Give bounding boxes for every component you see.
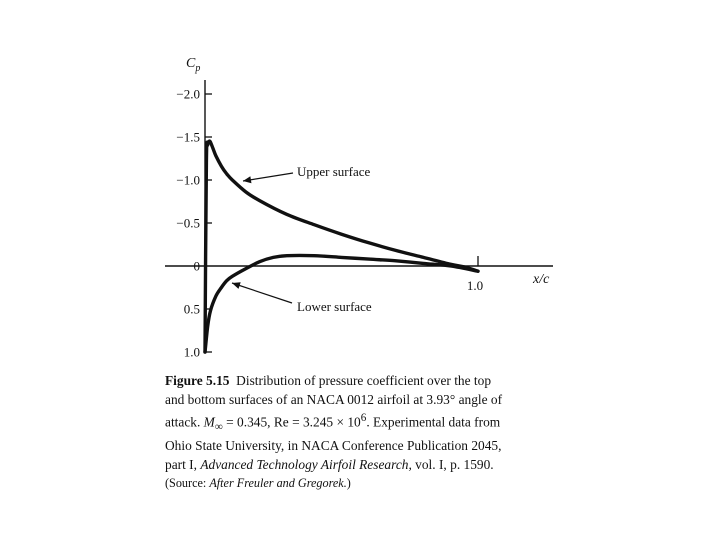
figure-caption [165,372,575,493]
figure-label: Figure 5.15 [165,373,230,388]
upper-surface-label: Upper surface [297,164,371,179]
x-tick-label: 1.0 [466,278,484,293]
lower-leader-line [232,283,292,303]
source-authors: After Freuler and Gregorek. [209,476,347,491]
exponent: 6 [360,412,367,425]
source-prefix: (Source: [165,476,210,491]
upper-leader-arrowhead [243,176,251,183]
publication-title: Advanced Technology Airfoil Research, [200,456,412,472]
y-tick-label: 0.5 [183,301,200,317]
y-tick-label: 0 [193,258,200,274]
y-tick-label: −0.5 [176,215,200,231]
caption-line-1: Distribution of pressure coefficient over the top [236,373,492,388]
y-tick-label: −1.5 [176,129,200,145]
caption-line-5-start: part I, [165,456,201,472]
source-line [165,474,575,493]
caption-line-4: Ohio State University, in NACA Conference Publication 2045, [165,437,502,453]
y-axis-title: $C_p$ [186,56,201,74]
y-tick-label: 1.0 [183,344,200,360]
caption-line-2: and bottom surfaces of an NACA 0012 airfoil at 3.93° angle of [165,391,503,407]
y-tick-label: −2.0 [176,86,200,102]
y-tick-label: −1.0 [176,172,200,188]
mach-subscript: ∞ [214,421,223,434]
source-suffix: ) [346,476,351,491]
lower-surface-label: Lower surface [297,299,372,314]
caption-line-5-end: vol. I, p. 1590. [411,456,494,472]
x-axis-title: x/c [533,272,550,287]
y-ticks [176,87,483,360]
caption-line-3-end: . Experimental data from [366,414,501,430]
mach-symbol: M [203,414,215,430]
caption-line-3-mid: = 0.345, Re = 3.245 × 10 [222,414,361,430]
lower-leader-arrowhead [232,282,241,289]
caption-line-3-start: attack. [165,414,204,430]
